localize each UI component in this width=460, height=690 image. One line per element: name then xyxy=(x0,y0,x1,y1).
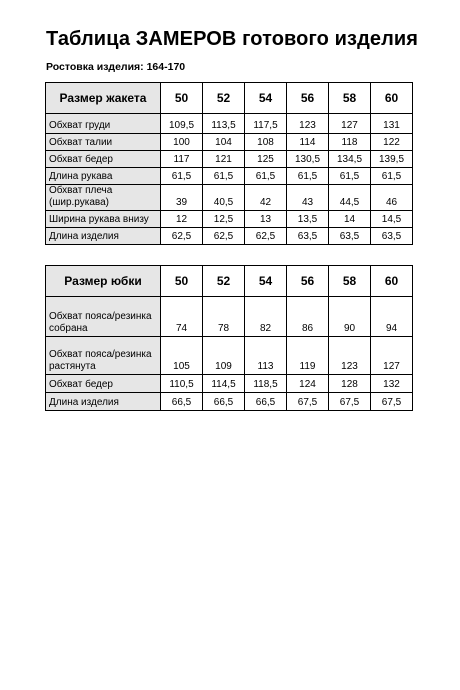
size-header: 58 xyxy=(329,83,371,114)
cell-value: 113 xyxy=(245,337,287,375)
jacket-size-header: Размер жакета xyxy=(46,83,161,114)
cell-value: 74 xyxy=(161,297,203,337)
cell-value: 61,5 xyxy=(161,168,203,185)
cell-value: 66,5 xyxy=(161,393,203,411)
size-header: 52 xyxy=(203,266,245,297)
table-row xyxy=(46,168,413,185)
row-label: Обхват пояса/резинка собрана xyxy=(46,297,161,337)
cell-value: 119 xyxy=(287,337,329,375)
size-header: 60 xyxy=(371,266,413,297)
cell-value: 118 xyxy=(329,134,371,151)
cell-value: 117 xyxy=(161,151,203,168)
height-range-subtitle: Ростовка изделия: 164-170 xyxy=(46,61,186,73)
table-row xyxy=(46,114,413,134)
table-row xyxy=(46,393,413,411)
cell-value: 94 xyxy=(371,297,413,337)
cell-value: 63,5 xyxy=(329,228,371,245)
cell-value: 110,5 xyxy=(161,375,203,393)
cell-value: 114,5 xyxy=(203,375,245,393)
cell-value: 61,5 xyxy=(245,168,287,185)
size-header: 52 xyxy=(203,83,245,114)
cell-value: 62,5 xyxy=(203,228,245,245)
skirt-size-header: Размер юбки xyxy=(46,266,161,297)
cell-value: 12 xyxy=(161,211,203,228)
cell-value: 109 xyxy=(203,337,245,375)
cell-value: 13 xyxy=(245,211,287,228)
cell-value: 86 xyxy=(287,297,329,337)
cell-value: 131 xyxy=(371,114,413,134)
size-header: 60 xyxy=(371,83,413,114)
cell-value: 63,5 xyxy=(287,228,329,245)
cell-value: 39 xyxy=(161,185,203,211)
cell-value: 14,5 xyxy=(371,211,413,228)
cell-value: 46 xyxy=(371,185,413,211)
size-header: 54 xyxy=(245,83,287,114)
cell-value: 67,5 xyxy=(371,393,413,411)
cell-value: 117,5 xyxy=(245,114,287,134)
table-row xyxy=(46,297,413,337)
row-label: Обхват бедер xyxy=(46,151,161,168)
cell-value: 67,5 xyxy=(329,393,371,411)
jacket-header-row xyxy=(46,83,413,114)
cell-value: 128 xyxy=(329,375,371,393)
cell-value: 61,5 xyxy=(287,168,329,185)
cell-value: 118,5 xyxy=(245,375,287,393)
cell-value: 127 xyxy=(329,114,371,134)
cell-value: 139,5 xyxy=(371,151,413,168)
row-label: Обхват талии xyxy=(46,134,161,151)
cell-value: 108 xyxy=(245,134,287,151)
jacket-size-table xyxy=(45,82,413,245)
cell-value: 62,5 xyxy=(245,228,287,245)
skirt-header-row xyxy=(46,266,413,297)
row-label: Длина изделия xyxy=(46,228,161,245)
cell-value: 78 xyxy=(203,297,245,337)
table-row xyxy=(46,185,413,211)
cell-value: 66,5 xyxy=(245,393,287,411)
size-header: 50 xyxy=(161,266,203,297)
page-title: Таблица ЗАМЕРОВ готового изделия xyxy=(46,28,419,50)
cell-value: 124 xyxy=(287,375,329,393)
table-row xyxy=(46,151,413,168)
cell-value: 14 xyxy=(329,211,371,228)
size-header: 56 xyxy=(287,266,329,297)
cell-value: 121 xyxy=(203,151,245,168)
cell-value: 104 xyxy=(203,134,245,151)
table-row xyxy=(46,134,413,151)
cell-value: 109,5 xyxy=(161,114,203,134)
cell-value: 82 xyxy=(245,297,287,337)
size-header: 50 xyxy=(161,83,203,114)
cell-value: 130,5 xyxy=(287,151,329,168)
row-label: Обхват груди xyxy=(46,114,161,134)
row-label: Ширина рукава внизу xyxy=(46,211,161,228)
cell-value: 122 xyxy=(371,134,413,151)
row-label: Длина рукава xyxy=(46,168,161,185)
cell-value: 123 xyxy=(329,337,371,375)
cell-value: 61,5 xyxy=(329,168,371,185)
cell-value: 13,5 xyxy=(287,211,329,228)
cell-value: 43 xyxy=(287,185,329,211)
cell-value: 63,5 xyxy=(371,228,413,245)
cell-value: 114 xyxy=(287,134,329,151)
cell-value: 42 xyxy=(245,185,287,211)
table-row xyxy=(46,375,413,393)
cell-value: 127 xyxy=(371,337,413,375)
cell-value: 134,5 xyxy=(329,151,371,168)
skirt-size-table xyxy=(45,265,413,411)
cell-value: 132 xyxy=(371,375,413,393)
row-label: Длина изделия xyxy=(46,393,161,411)
size-header: 56 xyxy=(287,83,329,114)
cell-value: 12,5 xyxy=(203,211,245,228)
table-row xyxy=(46,337,413,375)
cell-value: 40,5 xyxy=(203,185,245,211)
row-label: Обхват бедер xyxy=(46,375,161,393)
cell-value: 62,5 xyxy=(161,228,203,245)
cell-value: 125 xyxy=(245,151,287,168)
cell-value: 67,5 xyxy=(287,393,329,411)
row-label: Обхват плеча (шир.рукава) xyxy=(46,185,161,211)
cell-value: 44,5 xyxy=(329,185,371,211)
row-label: Обхват пояса/резинка растянута xyxy=(46,337,161,375)
cell-value: 66,5 xyxy=(203,393,245,411)
table-row xyxy=(46,228,413,245)
cell-value: 100 xyxy=(161,134,203,151)
cell-value: 113,5 xyxy=(203,114,245,134)
cell-value: 61,5 xyxy=(203,168,245,185)
size-header: 58 xyxy=(329,266,371,297)
size-header: 54 xyxy=(245,266,287,297)
cell-value: 90 xyxy=(329,297,371,337)
table-row xyxy=(46,211,413,228)
cell-value: 123 xyxy=(287,114,329,134)
cell-value: 61,5 xyxy=(371,168,413,185)
cell-value: 105 xyxy=(161,337,203,375)
